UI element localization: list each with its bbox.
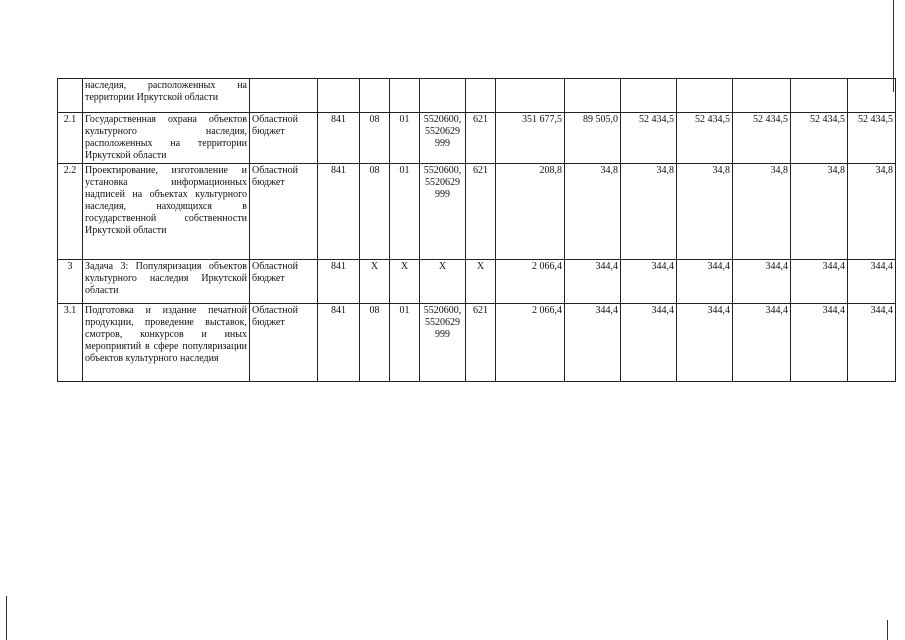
amount-cell: 344,4 (677, 304, 733, 382)
amount-cell (496, 79, 565, 113)
vr-cell: Х (466, 260, 496, 304)
amount-cell: 34,8 (733, 164, 791, 260)
row-number-cell: 2.1 (58, 113, 83, 164)
amount-cell (848, 79, 896, 113)
table-row (58, 113, 896, 164)
left-margin-mark (6, 596, 7, 640)
amount-cell: 344,4 (565, 260, 621, 304)
funding-source-cell (250, 79, 318, 113)
amount-cell (565, 79, 621, 113)
amount-cell (677, 79, 733, 113)
funding-source-cell: Областной бюджет (250, 304, 318, 382)
funding-source-cell: Областной бюджет (250, 164, 318, 260)
amount-cell: 351 677,5 (496, 113, 565, 164)
grbs-cell: 841 (318, 260, 360, 304)
pr-cell (390, 79, 420, 113)
amount-cell: 344,4 (733, 260, 791, 304)
amount-cell: 344,4 (848, 304, 896, 382)
amount-cell: 34,8 (677, 164, 733, 260)
budget-table (57, 78, 896, 382)
grbs-cell: 841 (318, 113, 360, 164)
amount-cell: 208,8 (496, 164, 565, 260)
description-cell: Государственная охрана объектов культурного наследия, расположенных на территории Иркутской области (83, 113, 250, 164)
grbs-cell (318, 79, 360, 113)
kcsr-cell: Х (420, 260, 466, 304)
table-row (58, 260, 896, 304)
vr-cell (466, 79, 496, 113)
amount-cell: 344,4 (791, 260, 848, 304)
description-cell: Задача 3: Популяризация объектов культурного наследия Иркутской области (83, 260, 250, 304)
table-row (58, 304, 896, 382)
kcsr-cell: 5520600, 5520629 999 (420, 164, 466, 260)
amount-cell (621, 79, 677, 113)
description-cell: наследия, расположенных на территории Иркутской области (83, 79, 250, 113)
pr-cell: 01 (390, 113, 420, 164)
right-margin-line (893, 0, 894, 92)
amount-cell: 34,8 (791, 164, 848, 260)
vr-cell: 621 (466, 113, 496, 164)
amount-cell: 344,4 (733, 304, 791, 382)
vr-cell: 621 (466, 164, 496, 260)
amount-cell: 344,4 (565, 304, 621, 382)
funding-source-cell: Областной бюджет (250, 260, 318, 304)
pr-cell: 01 (390, 304, 420, 382)
kcsr-cell: 5520600, 5520629 999 (420, 113, 466, 164)
row-number-cell: 3 (58, 260, 83, 304)
table-row (58, 79, 896, 113)
amount-cell (791, 79, 848, 113)
amount-cell: 52 434,5 (848, 113, 896, 164)
row-number-cell: 3.1 (58, 304, 83, 382)
amount-cell: 344,4 (848, 260, 896, 304)
amount-cell: 52 434,5 (733, 113, 791, 164)
amount-cell: 52 434,5 (621, 113, 677, 164)
table-row (58, 164, 896, 260)
rz-cell: 08 (360, 304, 390, 382)
amount-cell: 89 505,0 (565, 113, 621, 164)
amount-cell: 52 434,5 (677, 113, 733, 164)
amount-cell (733, 79, 791, 113)
description-cell: Подготовка и издание печатной продукции, проведение выставок, смотров, конкурсов и иных мероприятий в сфере популяризации объектов культурного наследия (83, 304, 250, 382)
amount-cell: 52 434,5 (791, 113, 848, 164)
description-cell: Проектирование, изготовление и установка информационных надписей на объектах культурного наследия, находящихся в государственной собственности Иркутской области (83, 164, 250, 260)
kcsr-cell (420, 79, 466, 113)
amount-cell: 34,8 (621, 164, 677, 260)
amount-cell: 34,8 (565, 164, 621, 260)
pr-cell: Х (390, 260, 420, 304)
rz-cell: Х (360, 260, 390, 304)
kcsr-cell: 5520600, 5520629 999 (420, 304, 466, 382)
table-body (58, 79, 896, 382)
vr-cell: 621 (466, 304, 496, 382)
amount-cell: 2 066,4 (496, 304, 565, 382)
amount-cell: 344,4 (621, 260, 677, 304)
grbs-cell: 841 (318, 164, 360, 260)
amount-cell: 2 066,4 (496, 260, 565, 304)
funding-source-cell: Областной бюджет (250, 113, 318, 164)
pr-cell: 01 (390, 164, 420, 260)
grbs-cell: 841 (318, 304, 360, 382)
row-number-cell (58, 79, 83, 113)
right-margin-mark (887, 620, 888, 640)
amount-cell: 34,8 (848, 164, 896, 260)
rz-cell: 08 (360, 164, 390, 260)
amount-cell: 344,4 (677, 260, 733, 304)
rz-cell (360, 79, 390, 113)
amount-cell: 344,4 (621, 304, 677, 382)
row-number-cell: 2.2 (58, 164, 83, 260)
rz-cell: 08 (360, 113, 390, 164)
amount-cell: 344,4 (791, 304, 848, 382)
